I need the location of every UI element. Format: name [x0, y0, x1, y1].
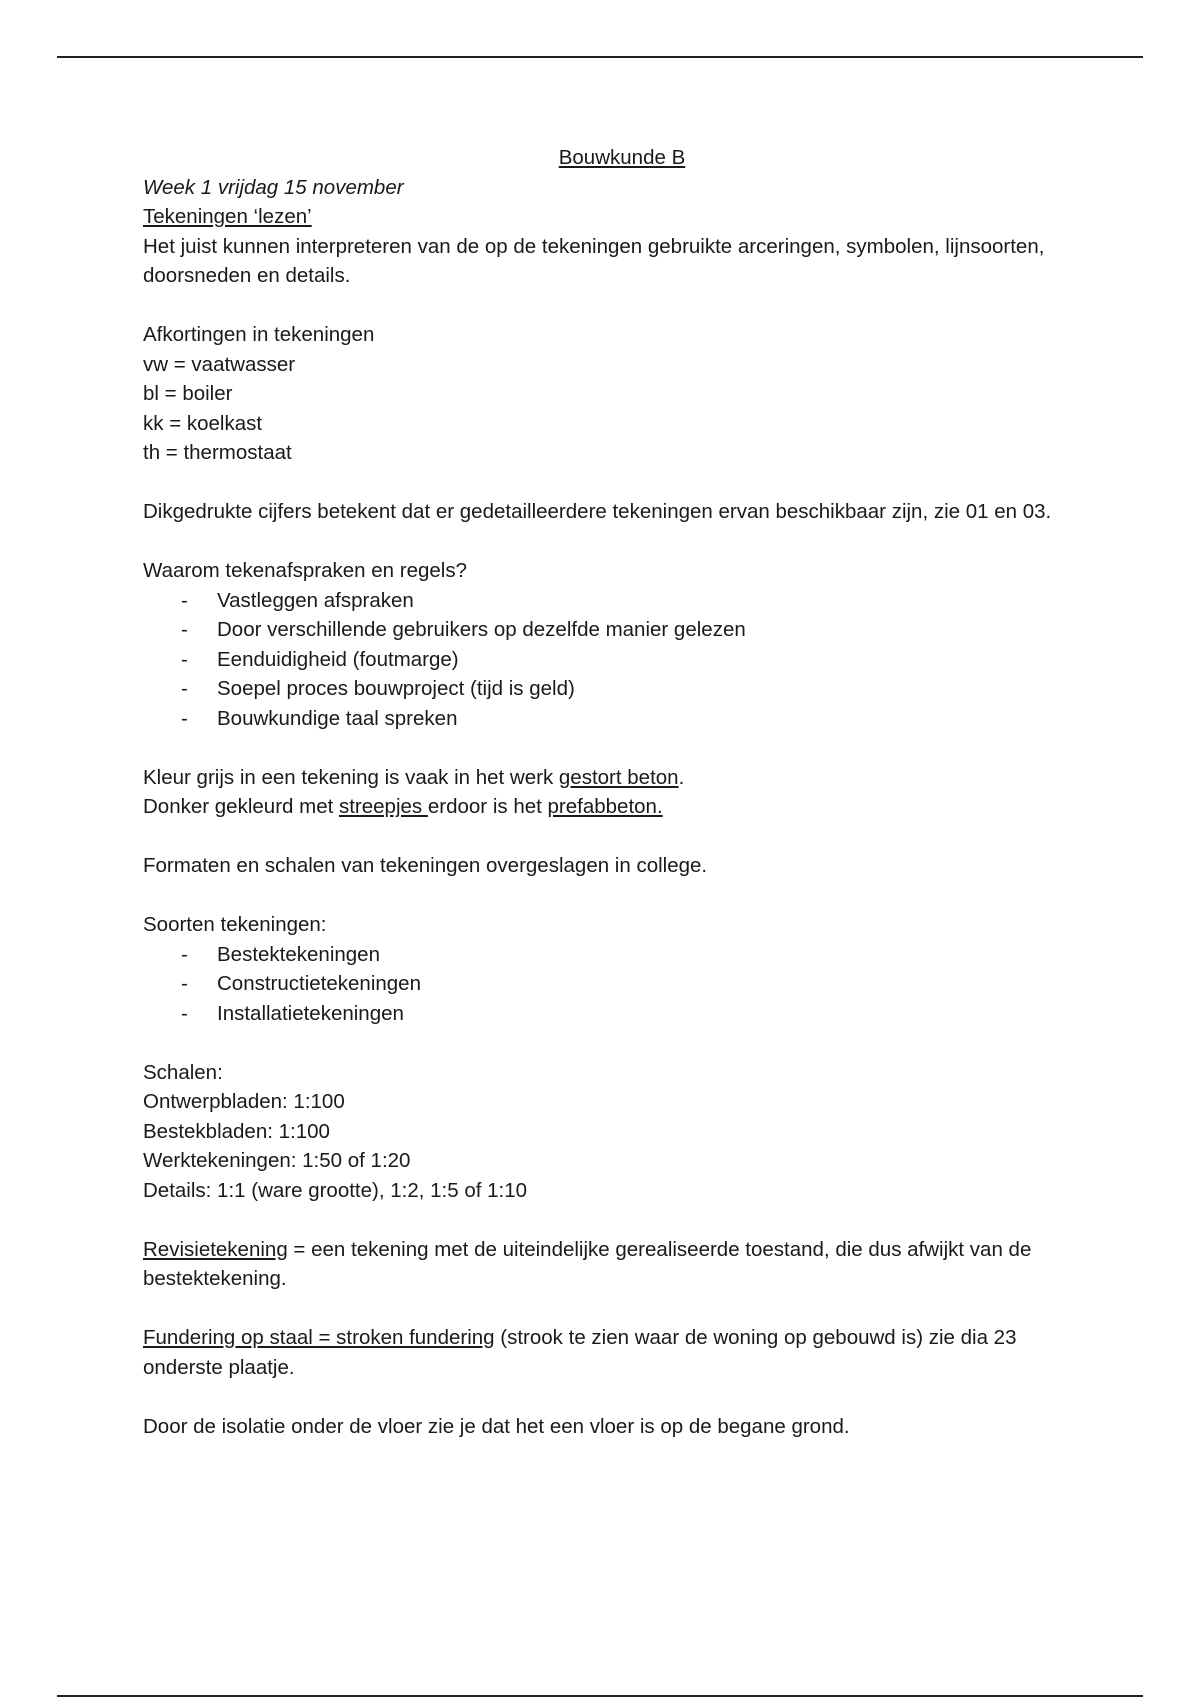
drawing-types-heading: Soorten tekeningen:	[143, 913, 327, 936]
section-heading	[143, 202, 1083, 232]
spacer	[143, 291, 1083, 321]
scale-item: Bestekbladen: 1:100	[143, 1119, 330, 1143]
insulation-note: Door de isolatie onder de vloer zie je dat het een vloer is op de begane grond.	[143, 1414, 850, 1438]
concrete-line-2-middle: erdoor is het	[427, 795, 548, 818]
scale-item: Werktekeningen: 1:50 of 1:20	[143, 1149, 411, 1172]
dash-bullet: -	[181, 647, 188, 671]
spacer	[143, 1382, 1083, 1412]
list-item-text: Constructietekeningen	[217, 972, 421, 995]
dash-bullet: -	[181, 1001, 188, 1025]
term-foundation: Fundering op staal = stroken fundering	[143, 1326, 495, 1349]
document-body	[143, 143, 1083, 1441]
abbreviation-item: th = thermostaat	[143, 441, 292, 464]
why-agreements-heading: Waarom tekenafspraken en regels?	[143, 559, 467, 582]
spacer	[143, 733, 1083, 763]
list-item	[143, 615, 1083, 645]
list-item-text: Eenduidigheid (foutmarge)	[217, 647, 459, 671]
concrete-line-2-text: Donker gekleurd met	[143, 795, 339, 818]
dash-bullet: -	[181, 972, 188, 995]
spacer	[143, 881, 1083, 911]
list-item-text: Installatietekeningen	[217, 1001, 404, 1025]
spacer	[143, 468, 1083, 498]
footer-rule	[57, 1695, 1143, 1697]
dash-bullet: -	[181, 942, 188, 966]
bold-numbers-note: Dikgedrukte cijfers betekent dat er gedetailleerdere tekeningen ervan beschikbaar zijn, zie 01 en 03.	[143, 500, 1052, 523]
foundation-rest: (strook te zien waar de woning op gebouwd is) zie dia 23 onderste plaatje.	[143, 1326, 1017, 1379]
dash-bullet: -	[181, 677, 188, 700]
revision-paragraph	[143, 1235, 1083, 1294]
concrete-line-2	[143, 792, 1083, 822]
list-item	[143, 645, 1083, 675]
term-cast-concrete: gestort beton	[558, 765, 679, 789]
abbreviation-item: bl = boiler	[143, 382, 233, 405]
dash-bullet: -	[181, 588, 188, 612]
concrete-line-1-end: .	[678, 765, 685, 789]
abbreviation-item: vw = vaatwasser	[143, 352, 296, 376]
spacer	[143, 1294, 1083, 1324]
scale-item: Ontwerpbladen: 1:100	[143, 1090, 345, 1113]
term-stripes: streepjes	[338, 795, 428, 818]
list-item	[143, 999, 1083, 1029]
scales-heading: Schalen:	[143, 1060, 223, 1084]
why-agreements-list	[143, 586, 1083, 734]
dash-bullet: -	[181, 618, 188, 641]
abbreviations-heading: Afkortingen in tekeningen	[143, 323, 375, 346]
list-item	[143, 704, 1083, 734]
term-revision-drawing: Revisietekening	[143, 1237, 288, 1261]
drawing-types-list	[143, 940, 1083, 1029]
spacer	[143, 822, 1083, 852]
list-item-text: Soepel proces bouwproject (tijd is geld)	[217, 677, 575, 700]
concrete-line-1-text: Kleur grijs in een tekening is vaak in het werk	[143, 765, 559, 789]
intro-paragraph: Het juist kunnen interpreteren van de op de tekeningen gebruikte arceringen, symbolen, lijnsoorten, doorsneden en details.	[143, 234, 1045, 287]
formats-note: Formaten en schalen van tekeningen overgeslagen in college.	[143, 854, 708, 877]
list-item-text: Vastleggen afspraken	[217, 588, 414, 612]
list-item	[143, 940, 1083, 970]
list-item	[143, 674, 1083, 704]
concrete-line-1	[143, 763, 1083, 793]
spacer	[143, 1028, 1083, 1058]
date-line: Week 1 vrijdag 15 november	[143, 175, 404, 199]
list-item	[143, 586, 1083, 616]
document-title: Bouwkunde B	[558, 146, 686, 169]
header-rule	[57, 56, 1143, 58]
scale-item: Details: 1:1 (ware grootte), 1:2, 1:5 of 1:10	[143, 1178, 528, 1202]
section-heading-text: Tekeningen ‘lezen’	[143, 205, 312, 228]
list-item-text: Bouwkundige taal spreken	[217, 706, 458, 730]
abbreviation-item: kk = koelkast	[143, 411, 263, 435]
list-item-text: Door verschillende gebruikers op dezelfde manier gelezen	[217, 618, 746, 641]
term-precast-concrete: prefabbeton.	[547, 795, 663, 818]
dash-bullet: -	[181, 706, 188, 730]
revision-definition: = een tekening met de uiteindelijke gerealiseerde toestand, die dus afwijkt van de bestektekening.	[143, 1237, 1032, 1290]
foundation-paragraph	[143, 1323, 1083, 1382]
spacer	[143, 527, 1083, 557]
spacer	[143, 1205, 1083, 1235]
list-item-text: Bestektekeningen	[217, 942, 380, 966]
list-item	[143, 969, 1083, 999]
